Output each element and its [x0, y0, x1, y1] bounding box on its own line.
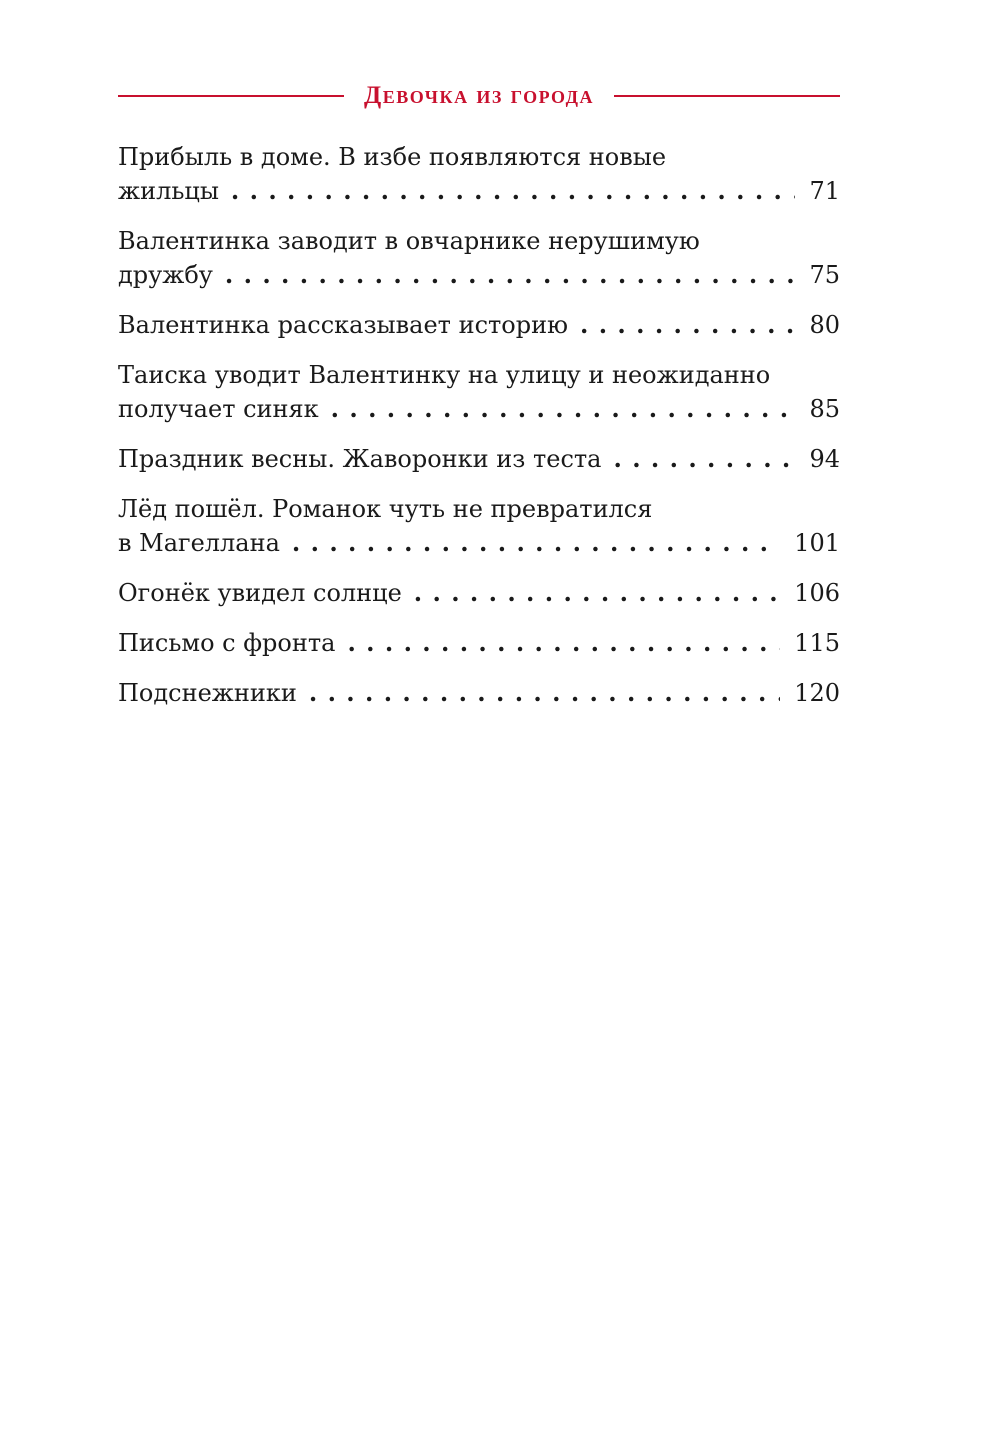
- toc-page-number: 106: [794, 579, 840, 607]
- toc-page-number: 85: [809, 395, 840, 423]
- dot-leader: [331, 392, 796, 426]
- toc-entry-title-line: Лёд пошёл. Романок чуть не превратился: [118, 495, 653, 523]
- header-rule-right: [614, 95, 840, 97]
- toc-entry-title: Праздник весны. Жаворонки из теста: [118, 445, 602, 473]
- toc-page-number: 94: [809, 445, 840, 473]
- dot-leader: [414, 576, 780, 610]
- toc-entry[interactable]: [118, 308, 840, 342]
- toc-page-number: 101: [794, 529, 840, 557]
- toc-entry-title-line: Таиска уводит Валентинку на улицу и неожиданно: [118, 361, 771, 389]
- toc-entry-title: Подснежники: [118, 679, 297, 707]
- toc-entry[interactable]: [118, 576, 840, 610]
- toc-entry-title: Валентинка рассказывает историю: [118, 311, 568, 339]
- dot-leader: [225, 258, 796, 292]
- toc-entry-title: Письмо с фронта: [118, 629, 336, 657]
- toc-entry-title: в Магеллана: [118, 529, 280, 557]
- toc-entry[interactable]: [118, 626, 840, 660]
- toc-entry-title: жильцы: [118, 177, 219, 205]
- toc-page-number: 80: [809, 311, 840, 339]
- toc-entry[interactable]: [118, 224, 840, 292]
- toc-entry[interactable]: [118, 442, 840, 476]
- toc-entry-title: дружбу: [118, 261, 213, 289]
- toc-page-number: 115: [794, 629, 840, 657]
- toc-page-number: 71: [809, 177, 840, 205]
- header-rule-left: [118, 95, 344, 97]
- toc-entry-title: получает синяк: [118, 395, 319, 423]
- running-header-title: Девочка из города: [364, 82, 594, 109]
- dot-leader: [580, 308, 795, 342]
- toc-entry-title-line: Валентинка заводит в овчарнике нерушимую: [118, 227, 700, 255]
- dot-leader: [231, 174, 796, 208]
- toc-entry[interactable]: [118, 140, 840, 208]
- dot-leader: [309, 676, 780, 710]
- toc-page-number: 120: [794, 679, 840, 707]
- toc-entry-title: Огонёк увидел солнце: [118, 579, 402, 607]
- toc-entry-title-line: Прибыль в доме. В избе появляются новые: [118, 143, 667, 171]
- toc-entry[interactable]: [118, 676, 840, 710]
- toc-entry[interactable]: [118, 358, 840, 426]
- dot-leader: [347, 626, 780, 660]
- toc-entry[interactable]: [118, 492, 840, 560]
- table-of-contents: [118, 140, 840, 726]
- running-header: [118, 78, 840, 114]
- toc-page-number: 75: [809, 261, 840, 289]
- dot-leader: [614, 442, 796, 476]
- dot-leader: [292, 526, 780, 560]
